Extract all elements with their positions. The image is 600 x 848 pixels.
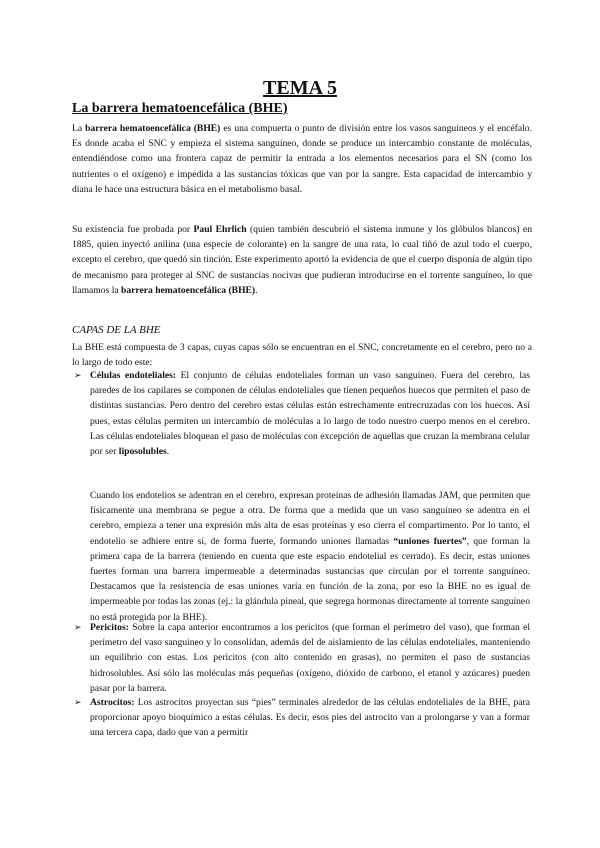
text-run: . [166, 446, 170, 458]
bullet-label: Pericitos: [90, 622, 129, 633]
text-run: Sobre la capa anterior encontramos a los pericitos (que forman el perímetro del vaso), que forman el perímetro del vaso sanguíneo y lo consolidan, además del de aislamiento de las células endoteliales, manteniendo un equilibrio con estas. Los pericitos (con alto contenido en grasas), no permiten el paso de sustancias hidrosolubles. Así sólo las moléculas más pequeñas (oxígeno, dióxido de carbono, el etanol y azúcares) pueden pasar por la barrera. [90, 622, 530, 694]
list-item-pericytes [74, 620, 530, 696]
document-title: TEMA 5 [263, 77, 337, 99]
bullet-label: Células endoteliales: [90, 370, 177, 381]
bold-term: Paul Ehrlich [193, 224, 247, 235]
text-run: es una compuerta o punto de división entre los vasos sanguíneos y el encéfalo. Es donde acaba el SNC y empieza el sistema sanguíneo, donde se produce un intercambio constante de moléculas, entendiéndose como una frontera capaz de permitir la entrada a los elementos necesarios para el SN (como los nutrientes o el oxígeno) e impedida a las sustancias tóxicas que van por la sangre. Esta capacidad de intercambio y diana le hace una estructura básica en el metabolismo basal. [72, 123, 532, 195]
text-run: , que forman la primera capa de la barrera (teniendo en cuenta que este espacio endotelial es cerrado). Es decir, estas uniones fuertes forman una barrera impermeable a determinadas sustancias que circulan por el torrente sanguíneo. Destacamos que la resistencia de esas uniones varía en función de la zona, por eso la BHE no es igual de impermeable por todas las zonas (ej.: la glándula pineal, que segrega hormonas directamente al torrente sanguíneo no está protegida por la BHE). [90, 535, 531, 623]
text-run: Cuando los endotelios se adentran en el cerebro, expresan proteínas de adhesión llamadas JAM, que permiten que físicamente una membrana se pegue a otra. De forma que a medida que un vaso sanguíneo se adentra en el cerebro, empieza a tener una expresión más alta de esas proteínas y eso cierra el compartimento. Por lo tanto, el endotelio se adhiere entre sí, de forma fuerte, formando uniones llamadas [90, 490, 530, 547]
text-run: (quien también descubrió el sistema inmune y los glóbulos blancos) en 1885, quien inyectó anilina (una especie de colorante) en la sangre de una rata, lo cual tiñó de azul todo el cuerpo, excepto el cerebro, que quedó sin tinción. Este experimento aportó la evidencia de que el cuerpo disponía de algún tipo de mecanismo para proteger al SNC de sustancias nocivas que pudieran introducirse en el torrente sanguíneo, lo que llamamos la [72, 224, 532, 296]
bold-term: liposolubles [118, 446, 167, 458]
text-run: La BHE está compuesta de 3 capas, cuyas capas sólo se encuentran en el SNC, concretamente en el cerebro, pero no a lo largo de todo este: [72, 342, 532, 369]
bold-term: “uniones fuertes” [393, 535, 467, 547]
list-item-endothelial [74, 368, 530, 459]
text-run: Su existencia fue probada por [72, 224, 194, 235]
bullet-label: Astrocitos: [90, 697, 135, 708]
list-item-astrocytes [74, 695, 530, 741]
arrow-bullet-icon: ➢ [74, 622, 82, 632]
layers-intro-paragraph [72, 340, 532, 370]
arrow-bullet-icon: ➢ [74, 697, 82, 707]
text-run: El conjunto de células endoteliales forman un vaso sanguíneo. Fuera del cerebro, las paredes de los capilares se componen de células endoteliales que tienen pequeños huecos que permiten el paso de distintas sustancias. Pero dentro del cerebro estas células están estrechamente entrecruzadas con los huecos. Así pues, estas células permiten un intercambio de moléculas a lo largo de todo nuestro cuerpo menos en el cerebro. Las células endoteliales bloquean el paso de moléculas con excepción de aquellas que cruzan la membrana celular por ser [90, 370, 530, 458]
section-heading: La barrera hematoencefálica (BHE) [72, 101, 288, 116]
bold-term: barrera hematoencefálica (BHE) [121, 284, 256, 296]
history-paragraph [72, 222, 532, 298]
text-run: Los astrocitos proyectan sus “pies” terminales alrededor de las células endoteliales de la BHE, para proporcionar apoyo bioquímico a estas células. Es decir, esos pies del astrocito van a prolongarse y van a formar una tercera capa, dado que van a permitir [90, 697, 530, 739]
text-run: La [72, 123, 86, 134]
bold-term: barrera hematoencefálica (BHE) [85, 123, 221, 134]
arrow-bullet-icon: ➢ [74, 370, 82, 380]
text-run: . [255, 284, 258, 296]
subsection-heading: CAPAS DE LA BHE [72, 324, 161, 336]
list-item-endothelial-continued [90, 488, 530, 625]
intro-paragraph [72, 121, 532, 197]
